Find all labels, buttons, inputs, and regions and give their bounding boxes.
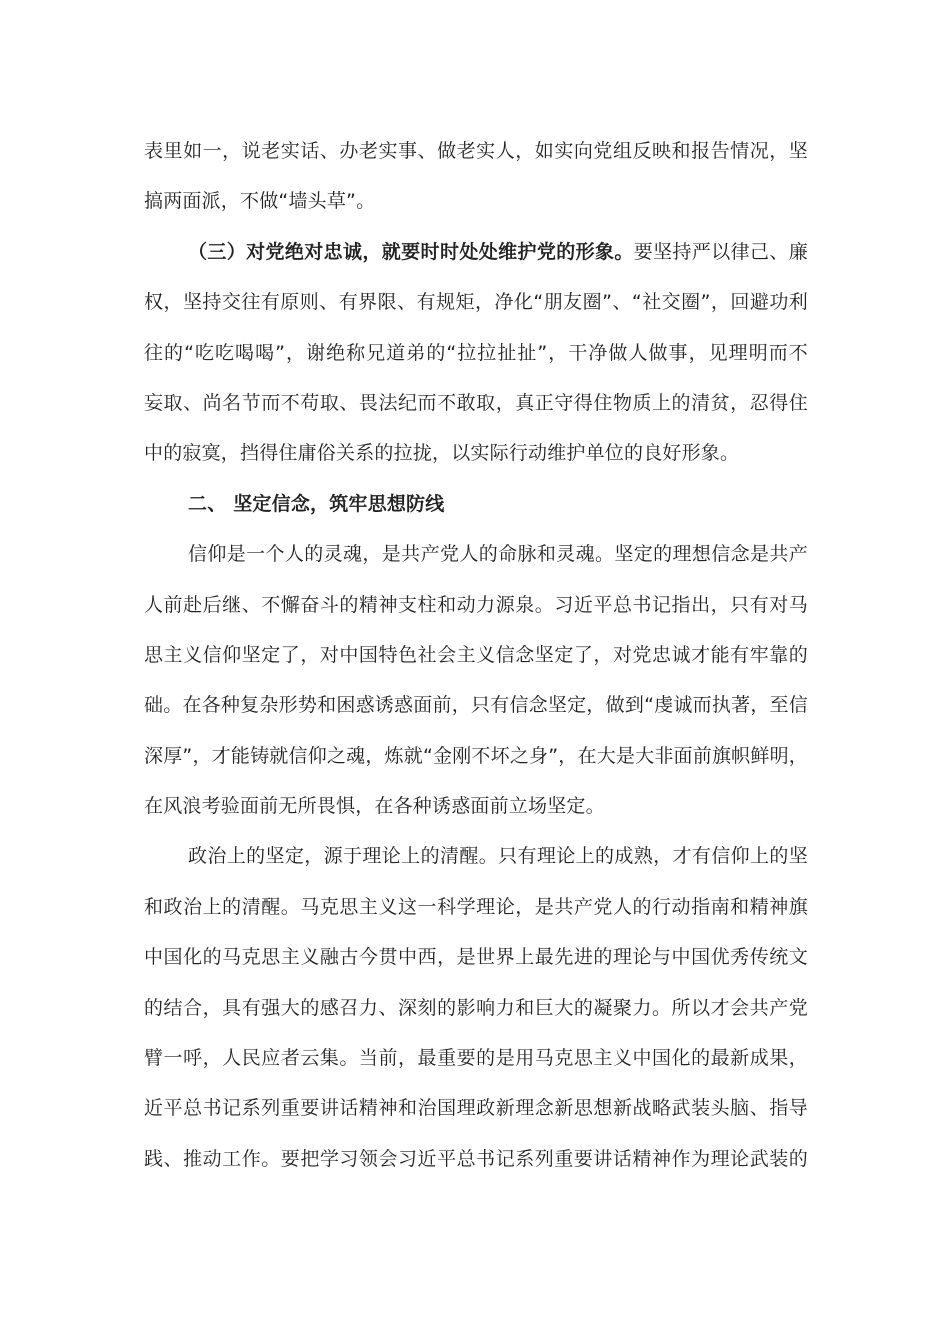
- text-line: 中的寂寞，挡得住庸俗关系的拉拢，以实际行动维护单位的良好形象。: [144, 442, 740, 465]
- paragraph-faith: [144, 529, 808, 831]
- text-run: 要坚持严以律己、廉: [633, 240, 808, 263]
- text-line: 深厚”，才能铸就信仰之魂，炼就“金刚不坏之身”，在大是大非面前旗帜鲜明，: [144, 744, 808, 767]
- text-line: 和政治上的清醒。马克思主义这一科学理论，是共产党人的行动指南和精神旗: [144, 895, 808, 918]
- text-line: 表里如一，说老实话、办老实事、做老实人，如实向党组反映和报告情况，坚: [144, 140, 808, 162]
- text-line: 权，坚持交往有原则、有界限、有规矩，净化“朋友圈”、“社交圈”，回避功利: [144, 291, 808, 314]
- bold-lead-sentence: （三）对党绝对忠诚，就要时时处处维护党的形象。: [188, 240, 634, 263]
- paragraph-party-image: [144, 227, 808, 479]
- text-line: 人前赴后继、不懈奋斗的精神支柱和动力源泉。习近平总书记指出，只有对马: [144, 593, 808, 616]
- text-line: 政治上的坚定，源于理论上的清醒。只有理论上的成熟，才有信仰上的坚: [188, 845, 808, 868]
- text-line: 近平总书记系列重要讲话精神和治国理政新理念新思想新战略武装头脑、指导: [144, 1097, 808, 1120]
- section-heading: [144, 479, 808, 529]
- text-line: 往的“吃吃喝喝”，谢绝称兄道弟的“拉拉扯扯”，干净做人做事，见理明而不: [144, 341, 808, 364]
- text-line: 的结合，具有强大的感召力、深刻的影响力和巨大的凝聚力。所以才会共产党: [144, 996, 808, 1019]
- text-line: 信仰是一个人的灵魂，是共产党人的命脉和灵魂。坚定的理想信念是共产: [188, 543, 808, 566]
- section-heading-text: 二、 坚定信念，筑牢思想防线: [188, 492, 445, 515]
- text-line: 在风浪考验面前无所畏惧，在各种诱惑面前立场坚定。: [144, 795, 605, 818]
- paragraph-continuation: [144, 126, 808, 227]
- text-line: 思主义信仰坚定了，对中国特色社会主义信念坚定了，对党忠诚才能有牢靠的: [144, 643, 808, 666]
- text-line: 中国化的马克思主义融古今贯中西，是世界上最先进的理论与中国优秀传统文: [144, 946, 808, 969]
- document-body: [144, 126, 808, 1184]
- paragraph-theory: [144, 831, 808, 1184]
- text-line: 践、推动工作。要把学习领会习近平总书记系列重要讲话精神作为理论武装的: [144, 1147, 808, 1170]
- text-line: 妄取、尚名节而不苟取、畏法纪而不敢取，真正守得住物质上的清贫，忍得住: [144, 391, 808, 414]
- text-line: 础。在各种复杂形势和困惑诱惑面前，只有信念坚定，做到“虔诚而执著，至信: [144, 694, 808, 717]
- text-line: 臂一呼，人民应者云集。当前，最重要的是用马克思主义中国化的最新成果，: [144, 1047, 808, 1070]
- text-line: 搞两面派，不做“墙头草”。: [144, 190, 376, 213]
- text-line: [144, 227, 808, 277]
